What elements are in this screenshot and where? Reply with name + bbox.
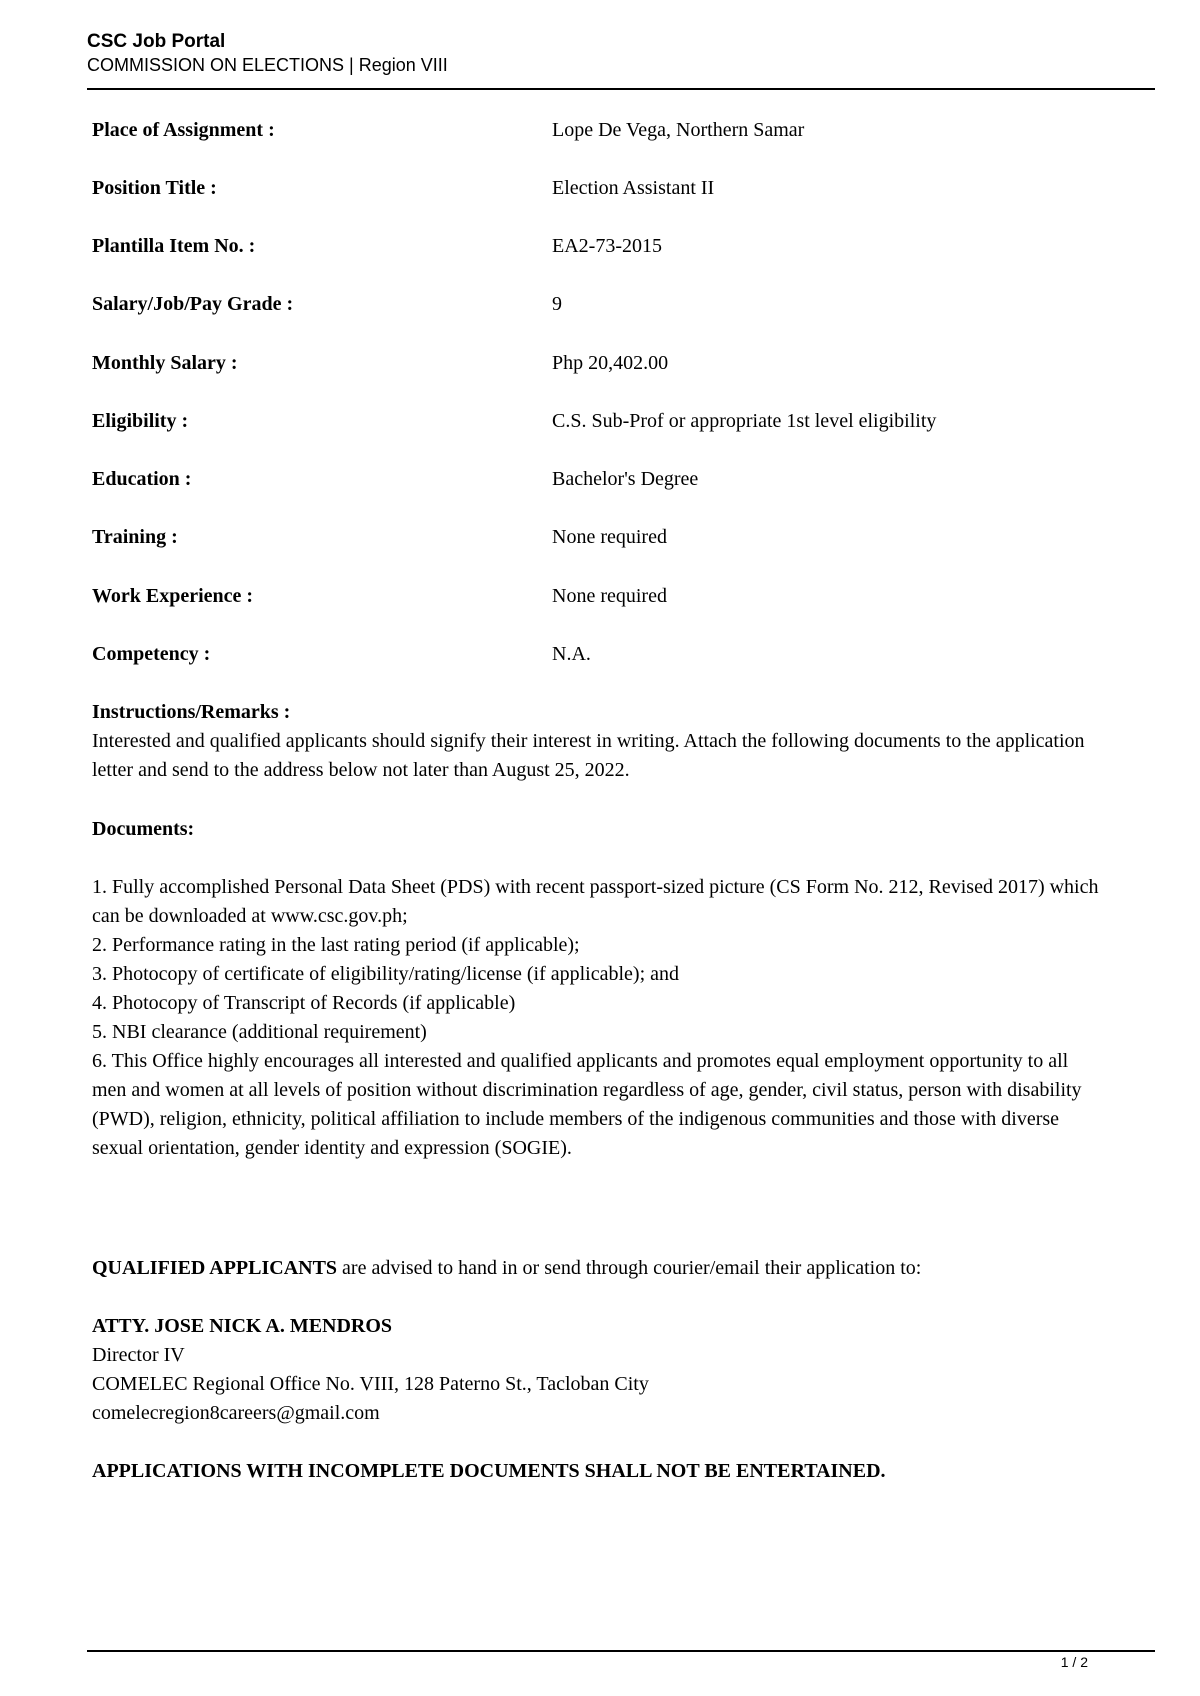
qualified-lead: QUALIFIED APPLICANTS [92,1257,338,1279]
field-label: Competency : [92,643,211,665]
field-plantilla-item [92,232,1112,260]
field-label: Plantilla Item No. : [92,235,256,257]
field-value: Bachelor's Degree [552,468,699,490]
field-value: EA2-73-2015 [552,235,662,257]
field-value: None required [552,585,667,607]
contact-position: Director IV [92,1344,185,1366]
field-value: C.S. Sub-Prof or appropriate 1st level eligibility [552,410,937,432]
qualified-rest: are advised to hand in or send through courier/email their application to: [337,1257,922,1279]
field-place-of-assignment [92,116,1112,144]
list-item: 5. NBI clearance (additional requirement) [92,1021,427,1043]
instructions-section [92,698,1102,785]
notice-text: APPLICATIONS WITH INCOMPLETE DOCUMENTS SHALL NOT BE ENTERTAINED. [92,1460,886,1482]
incomplete-notice [92,1457,1102,1486]
contact-email: comelecregion8careers@gmail.com [92,1402,380,1424]
agency-subtitle: COMMISSION ON ELECTIONS | Region VIII [87,55,448,75]
documents-list [92,873,1102,1163]
contact-name: ATTY. JOSE NICK A. MENDROS [92,1315,393,1337]
list-item: 3. Photocopy of certificate of eligibility/rating/license (if applicable); and [92,963,680,985]
instructions-heading: Instructions/Remarks : [92,701,291,723]
qualified-applicants-note [92,1254,1102,1283]
field-label: Work Experience : [92,585,254,607]
footer-divider [87,1650,1155,1652]
field-value: Election Assistant II [552,177,715,199]
field-value: N.A. [552,643,591,665]
field-value: None required [552,526,667,548]
list-item: 6. This Office highly encourages all interested and qualified applicants and promotes equal employment opportunity to all men and women at all levels of position without discrimination regardless of age, gender, civil status, person with disability (PWD), religion, ethnicity, political affiliation to include members of the indigenous communities and those with diverse sexual orientation, gender identity and expression (SOGIE). [92,1050,1082,1159]
list-item: 4. Photocopy of Transcript of Records (if applicable) [92,992,516,1014]
list-item: 1. Fully accomplished Personal Data Sheet (PDS) with recent passport-sized picture (CS Form No. 212, Revised 2017) which can be downloaded at www.csc.gov.ph; [92,876,1099,927]
field-label: Salary/Job/Pay Grade : [92,293,294,315]
portal-title: CSC Job Portal [87,31,226,52]
field-label: Place of Assignment : [92,119,275,141]
documents-heading-block [92,815,1102,844]
list-item: 2. Performance rating in the last rating period (if applicable); [92,934,580,956]
page-number: 1 / 2 [1060,1654,1088,1670]
contact-address: COMELEC Regional Office No. VIII, 128 Paterno St., Tacloban City [92,1373,649,1395]
field-value: Php 20,402.00 [552,352,669,374]
field-work-experience [92,582,1112,610]
field-label: Monthly Salary : [92,352,238,374]
field-label: Training : [92,526,178,548]
instructions-text: Interested and qualified applicants should signify their interest in writing. Attach the following documents to the application letter and send to the address below not later than August 25, 2022. [92,730,1085,781]
field-label: Education : [92,468,192,490]
field-label: Eligibility : [92,410,189,432]
field-label: Position Title : [92,177,217,199]
field-monthly-salary [92,349,1112,377]
page-header [87,30,1155,90]
field-value: 9 [552,293,562,315]
field-position-title [92,174,1112,202]
field-eligibility [92,407,1112,435]
field-training [92,523,1112,551]
field-value: Lope De Vega, Northern Samar [552,119,805,141]
documents-heading: Documents: [92,818,195,840]
field-salary-grade [92,290,1112,318]
field-education [92,465,1112,493]
contact-block [92,1312,1102,1428]
field-competency [92,640,1112,668]
